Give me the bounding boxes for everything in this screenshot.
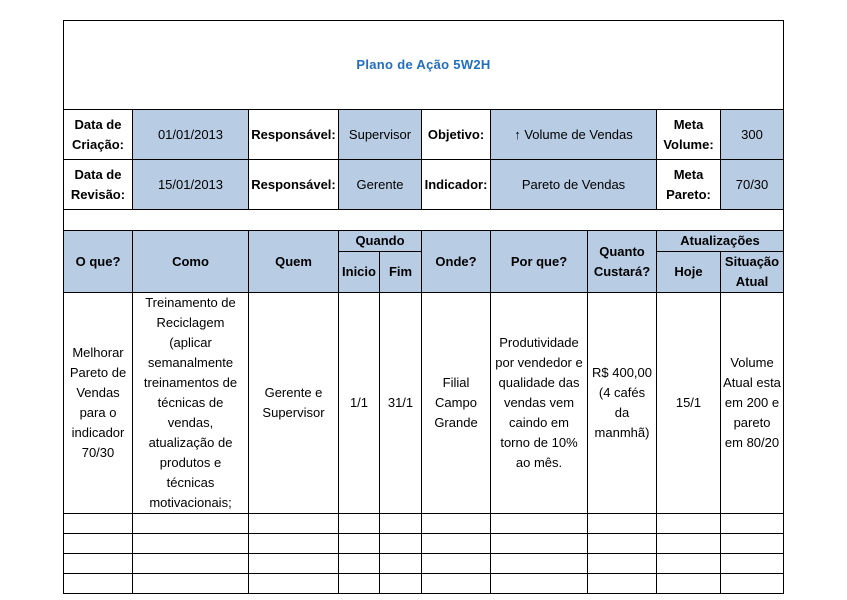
empty-cell[interactable] (491, 574, 588, 594)
empty-cell[interactable] (380, 574, 422, 594)
empty-cell[interactable] (339, 534, 380, 554)
revision-date-value[interactable]: 15/01/2013 (133, 160, 249, 210)
header-quem[interactable]: Quem (249, 231, 339, 293)
indicator-label[interactable]: Indicador: (422, 160, 491, 210)
header-inicio[interactable]: Inicio (339, 252, 380, 293)
empty-cell[interactable] (422, 514, 491, 534)
empty-cell[interactable] (657, 554, 721, 574)
header-oque[interactable]: O que? (64, 231, 133, 293)
empty-cell[interactable] (249, 534, 339, 554)
empty-cell[interactable] (588, 554, 657, 574)
empty-cell[interactable] (380, 554, 422, 574)
empty-cell[interactable] (721, 514, 784, 534)
responsible-2-value[interactable]: Gerente (339, 160, 422, 210)
empty-cell[interactable] (133, 514, 249, 534)
empty-cell[interactable] (657, 534, 721, 554)
empty-cell[interactable] (249, 574, 339, 594)
empty-row (64, 554, 784, 574)
action-quanto-cell[interactable]: R$ 400,00 (4 cafés da manmhã) (588, 293, 657, 514)
empty-cell[interactable] (249, 554, 339, 574)
header-onde[interactable]: Onde? (422, 231, 491, 293)
empty-cell[interactable] (64, 554, 133, 574)
empty-cell[interactable] (64, 574, 133, 594)
empty-cell[interactable] (721, 574, 784, 594)
meta-pareto-value[interactable]: 70/30 (721, 160, 784, 210)
empty-cell[interactable] (64, 514, 133, 534)
empty-cell[interactable] (491, 554, 588, 574)
header-quanto[interactable]: Quanto Custará? (588, 231, 657, 293)
empty-cell[interactable] (422, 574, 491, 594)
objective-label[interactable]: Objetivo: (422, 110, 491, 160)
empty-cell[interactable] (133, 554, 249, 574)
header-atualizacoes[interactable]: Atualizações (657, 231, 784, 252)
action-oque-cell[interactable]: Melhorar Pareto de Vendas para o indicador 70/30 (64, 293, 133, 514)
sheet-title[interactable]: Plano de Ação 5W2H (64, 21, 784, 110)
indicator-value[interactable]: Pareto de Vendas (491, 160, 657, 210)
header-fim[interactable]: Fim (380, 252, 422, 293)
empty-cell[interactable] (588, 534, 657, 554)
action-como-cell[interactable]: Treinamento de Reciclagem (aplicar semanalmente treinamentos de técnicas de vendas, atualização de produtos e técnicas motivacionais; (133, 293, 249, 514)
empty-cell[interactable] (721, 534, 784, 554)
header-hoje[interactable]: Hoje (657, 252, 721, 293)
empty-cell[interactable] (380, 534, 422, 554)
empty-cell[interactable] (339, 554, 380, 574)
action-plan-sheet (63, 20, 784, 594)
header-porque[interactable]: Por que? (491, 231, 588, 293)
empty-cell[interactable] (491, 534, 588, 554)
empty-cell[interactable] (339, 574, 380, 594)
empty-cell[interactable] (249, 514, 339, 534)
empty-row (64, 514, 784, 534)
meta-volume-value[interactable]: 300 (721, 110, 784, 160)
empty-cell[interactable] (422, 534, 491, 554)
action-situacao-cell[interactable]: Volume Atual esta em 200 e pareto em 80/20 (721, 293, 784, 514)
empty-cell[interactable] (588, 514, 657, 534)
empty-cell[interactable] (64, 534, 133, 554)
empty-cell[interactable] (422, 554, 491, 574)
empty-cell[interactable] (133, 534, 249, 554)
creation-date-value[interactable]: 01/01/2013 (133, 110, 249, 160)
revision-date-label[interactable]: Data de Revisão: (64, 160, 133, 210)
action-inicio-cell[interactable]: 1/1 (339, 293, 380, 514)
header-quando[interactable]: Quando (339, 231, 422, 252)
header-como[interactable]: Como (133, 231, 249, 293)
action-hoje-cell[interactable]: 15/1 (657, 293, 721, 514)
empty-cell[interactable] (133, 574, 249, 594)
action-onde-cell[interactable]: Filial Campo Grande (422, 293, 491, 514)
action-porque-cell[interactable]: Produtividade por vendedor e qualidade das vendas vem caindo em torno de 10% ao mês. (491, 293, 588, 514)
empty-cell[interactable] (380, 514, 422, 534)
responsible-value[interactable]: Supervisor (339, 110, 422, 160)
empty-cell[interactable] (491, 514, 588, 534)
empty-cell[interactable] (657, 574, 721, 594)
action-quem-cell[interactable]: Gerente e Supervisor (249, 293, 339, 514)
objective-value[interactable]: ↑ Volume de Vendas (491, 110, 657, 160)
meta-volume-label[interactable]: Meta Volume: (657, 110, 721, 160)
responsible-2-label[interactable]: Responsável: (249, 160, 339, 210)
header-situacao[interactable]: Situação Atual (721, 252, 784, 293)
empty-cell[interactable] (721, 554, 784, 574)
responsible-label[interactable]: Responsável: (249, 110, 339, 160)
spacer-row[interactable] (64, 210, 784, 231)
meta-pareto-label[interactable]: Meta Pareto: (657, 160, 721, 210)
empty-row (64, 534, 784, 554)
creation-date-label[interactable]: Data de Criação: (64, 110, 133, 160)
empty-cell[interactable] (657, 514, 721, 534)
action-fim-cell[interactable]: 31/1 (380, 293, 422, 514)
empty-row (64, 574, 784, 594)
empty-cell[interactable] (588, 574, 657, 594)
empty-cell[interactable] (339, 514, 380, 534)
